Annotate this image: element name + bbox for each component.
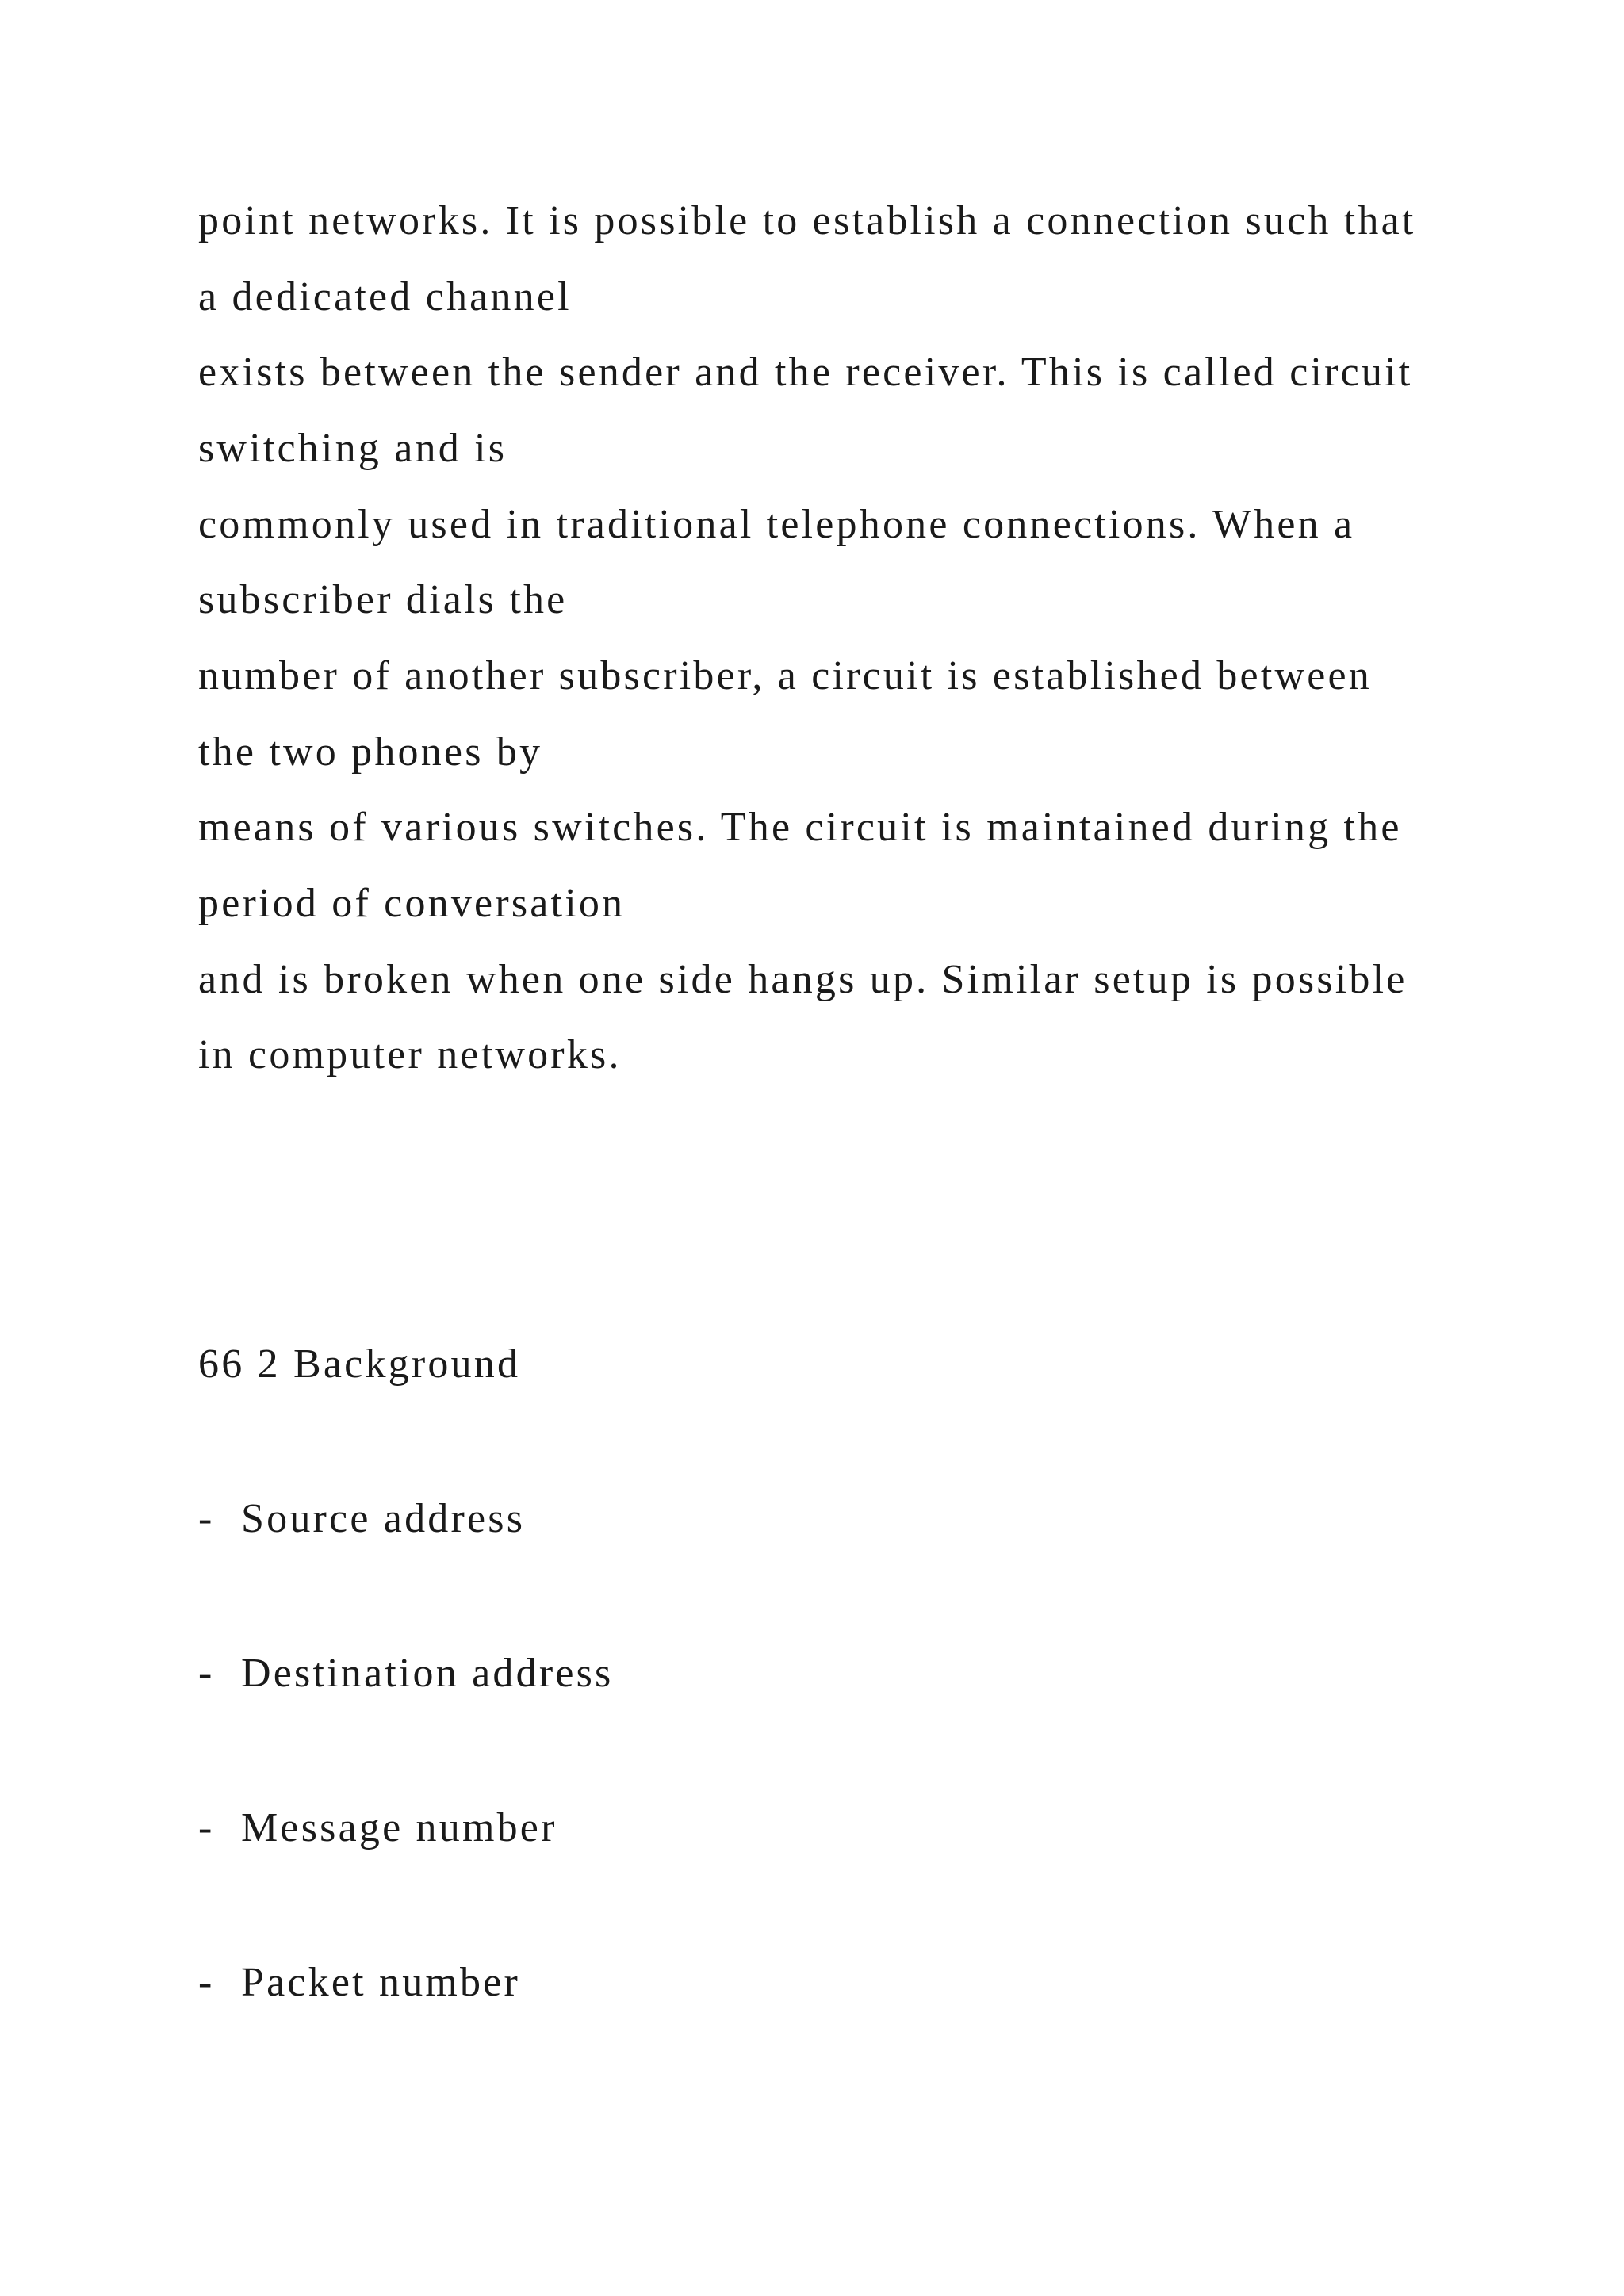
list-item-text: Destination address (241, 1651, 614, 1696)
list-item-text: Source address (241, 1496, 526, 1541)
running-header: 66 2 Background (198, 1341, 521, 1387)
paragraph-line: subscriber dials the (198, 577, 568, 622)
paragraph-line: number of another subscriber, a circuit is established between (198, 653, 1372, 698)
list-item-text: Packet number (241, 1960, 521, 2005)
list-item (198, 1653, 614, 1694)
paragraph-line: exists between the sender and the receiver. This is called circuit (198, 350, 1413, 395)
paragraph-line: means of various switches. The circuit is maintained during the (198, 805, 1402, 850)
paragraph-line: point networks. It is possible to establish a connection such that (198, 198, 1416, 243)
list-item (198, 1962, 520, 2003)
list-item (198, 1805, 557, 1850)
paragraph-line: a dedicated channel (198, 274, 572, 320)
list-item (198, 1498, 525, 1540)
paragraph-line: in computer networks. (198, 1032, 622, 1077)
paragraph-line: the two phones by (198, 729, 543, 775)
bullet-marker: - (198, 1960, 215, 2005)
bullet-marker: - (198, 1805, 215, 1850)
bullet-marker: - (198, 1496, 215, 1541)
paragraph-line: commonly used in traditional telephone connections. When a (198, 502, 1355, 547)
paragraph-line: switching and is (198, 426, 508, 471)
paragraph-line: and is broken when one side hangs up. Similar setup is possible (198, 957, 1408, 1002)
list-item-text: Message number (241, 1805, 557, 1850)
bullet-marker: - (198, 1651, 215, 1696)
paragraph-line: period of conversation (198, 881, 626, 926)
